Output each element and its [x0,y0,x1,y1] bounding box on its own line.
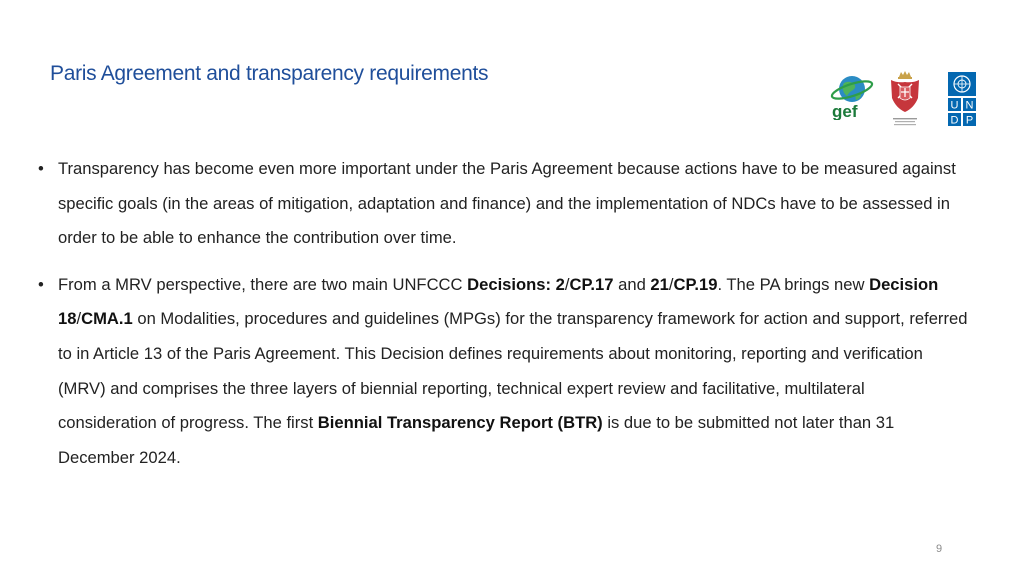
bullet-mrv-perspective [28,268,968,476]
decision-ref: CMA.1 [81,309,133,329]
bullet-marker: • [38,159,44,178]
undp-letter: U [950,99,959,112]
text-run: From a MRV perspective, there are two main UNFCCC [58,274,468,294]
bullet-marker: • [38,274,44,294]
text-run: . The PA brings new [717,274,870,294]
btr-ref: Biennial Transparency Report (BTR) [317,413,603,433]
text-run: and [613,274,651,294]
decision-ref: CP.19 [673,274,718,294]
text-run: / [76,309,82,329]
bullet-text [58,275,967,467]
gef-logo-icon [828,72,874,120]
bullet-transparency [28,152,968,256]
undp-letter: N [965,99,974,112]
undp-logo-icon [948,72,976,127]
serbia-coat-of-arms-icon [888,70,922,128]
gef-logo-text: gef [832,102,858,120]
slide-title: Paris Agreement and transparency requirements [50,62,489,85]
text-run: / [564,274,570,294]
text-run: on Modalities, procedures and guidelines (MPGs) for the transparency framework for action and support, referred to in Article 13 of the Paris Agreement. This Decision defines requirements about monitoring, reporting and verification (MRV) and comprises the three layers of biennial reporting, technical expert review and facilitative, multilateral consideration of progress. The first [58,309,968,433]
decision-ref: CP.17 [569,274,614,294]
decision-ref: Decisions: 2 [467,274,565,294]
bullet-list [28,152,968,487]
text-run: is due to be submitted not later than 31 December 2024. [58,413,895,467]
undp-letter: P [965,114,974,127]
undp-letter: D [950,114,959,127]
bullet-text: Transparency has become even more important under the Paris Agreement because actions have to be measured against specific goals (in the areas of mitigation, adaptation and finance) and the implementation of NDCs have to be assessed in order to be able to enhance the contribution over time. [58,159,956,248]
decision-ref: Decision 18 [58,274,939,329]
decision-ref: 21 [650,274,669,294]
partner-logos [828,70,978,130]
text-run: / [668,274,674,294]
page-number: 9 [936,543,943,555]
